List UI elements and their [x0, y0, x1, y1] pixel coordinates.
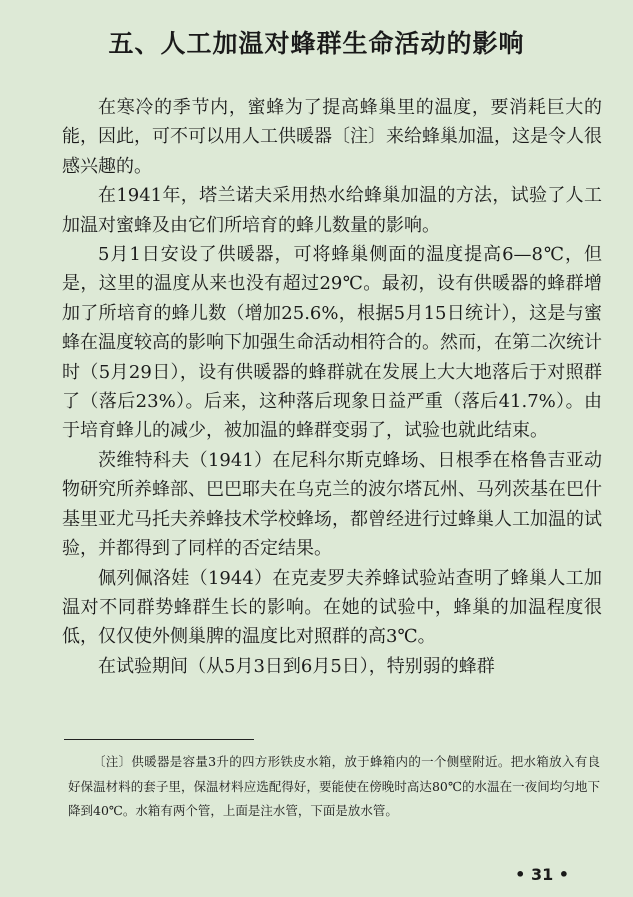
footnote-text: 〔注〕供暖器是容量3升的四方形铁皮水箱，放于蜂箱内的一个侧壁附近。把水箱放入有良好保温材料的套子里，保温材料应选配得好，要能使在傍晚时高达80℃的水温在一夜间均匀地下降到40℃。水箱有两个管，上面是注水管，下面是放水管。: [68, 754, 600, 818]
paragraph: 5月1日安设了供暖器，可将蜂巢侧面的温度提高6—8℃，但是，这里的温度从来也没有超过29℃。最初，设有供暖器的蜂群增加了所培育的蜂儿数（增加25.6%，根据5月15日统计），这是与蜜蜂在温度较高的影响下加强生命活动相符合的。然而，在第二次统计时（5月29日），设有供暖器的蜂群就在发展上大大地落后于对照群了（落后23%）。后来，这种落后现象日益严重（落后41.7%）。由于培育蜂儿的减少，被加温的蜂群变弱了，试验也就此结束。: [62, 244, 602, 442]
paragraph: 佩列佩洛娃（1944）在克麦罗夫养蜂试验站查明了蜂巢人工加温对不同群势蜂群生长的影响。在她的试验中，蜂巢的加温程度很低，仅仅使外侧巢脾的温度比对照群的高3℃。: [62, 567, 602, 648]
footnote: [68, 750, 600, 824]
footnote-divider: [64, 739, 254, 740]
chapter-title: 五、人工加温对蜂群生命活动的影响: [108, 29, 525, 58]
paragraph: 在试验期间（从5月3日到6月5日），特别弱的蜂群: [98, 655, 495, 677]
paragraph: 在寒冷的季节内，蜜蜂为了提高蜂巢里的温度，要消耗巨大的能，因此，可不可以用人工供暖器〔注〕来给蜂巢加温，这是令人很感兴趣的。: [62, 97, 602, 177]
body-text: [62, 93, 602, 681]
paragraph: 茨维特科夫（1941）在尼科尔斯克蜂场、日根季在格鲁吉亚动物研究所养蜂部、巴巴耶夫在乌克兰的波尔塔瓦州、马列茨基在巴什基里亚尤马托夫养蜂技术学校蜂场，都曾经进行过蜂巢人工加温的试验，并都得到了同样的否定结果。: [62, 449, 602, 560]
page-number: • 31 •: [515, 865, 569, 884]
paragraph: 在1941年，塔兰诺夫采用热水给蜂巢加温的方法，试验了人工加温对蜜蜂及由它们所培育的蜂儿数量的影响。: [62, 185, 602, 236]
